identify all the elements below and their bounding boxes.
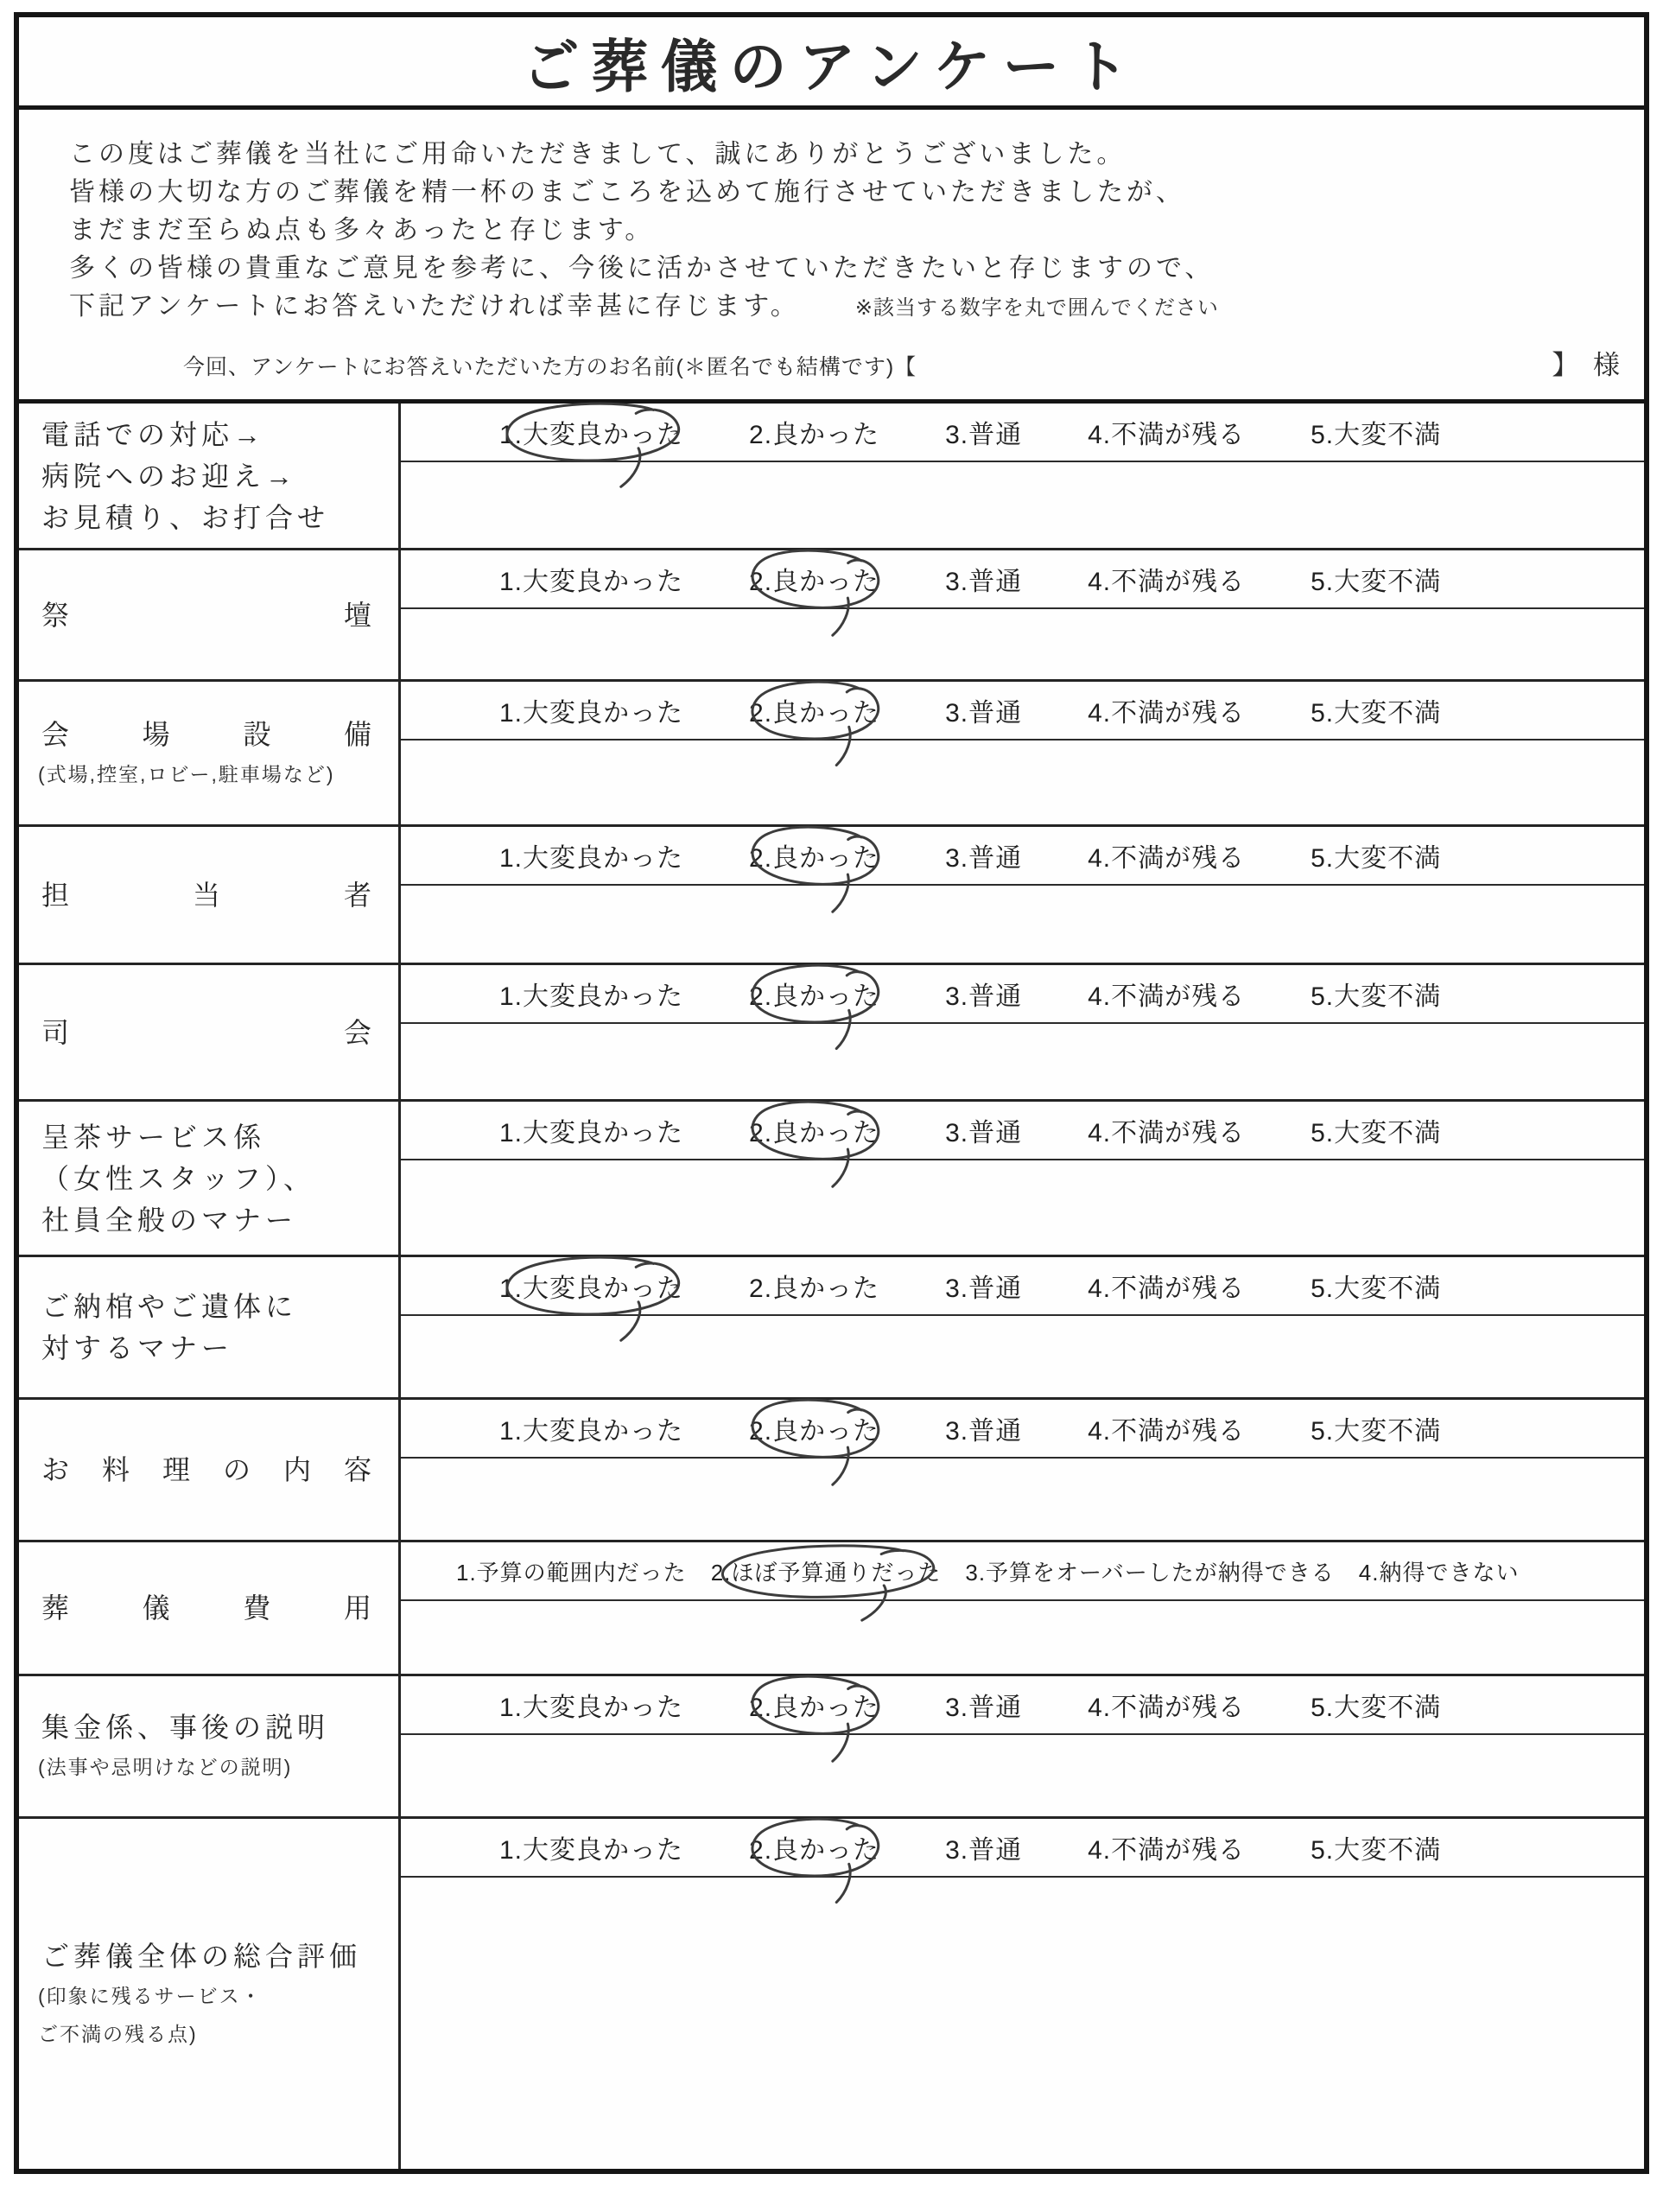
option[interactable] (456, 1555, 687, 1587)
options-row (401, 1819, 1644, 1878)
row-label: （女性スタッフ）、 (41, 1162, 316, 1194)
option-label: 4.不満が残る (1088, 699, 1246, 728)
option[interactable] (945, 1267, 1022, 1305)
option-label: 2.良かった (749, 844, 880, 873)
intro-line: この度はご葬儀を当社にご用命いただきまして、誠にありがとうございました。 (69, 140, 1127, 168)
option-label: 1.大変良かった (499, 1417, 684, 1446)
option-label: 1.大変良かった (499, 421, 684, 449)
row-label-cell (19, 1676, 401, 1816)
option[interactable] (499, 1686, 683, 1724)
option[interactable] (1311, 1686, 1441, 1724)
row-label: 葬儀費用 (41, 1592, 376, 1624)
option-label: 1.予算の範囲内だった (456, 1559, 687, 1586)
row-label-cell (19, 1102, 401, 1255)
row-label: 司会 (41, 1016, 376, 1048)
option-label: 3.普通 (945, 568, 1023, 596)
intro-line: 多くの皆様の貴重なご意見を参考に、今後に活かさせていただきたいと存じますので、 (69, 254, 1215, 283)
option-label: 2.良かった (749, 568, 880, 596)
options-row (401, 404, 1644, 462)
option[interactable] (499, 413, 683, 451)
option[interactable] (1311, 836, 1441, 874)
row-label: 祭壇 (41, 599, 376, 631)
option-label: 4.不満が残る (1088, 844, 1246, 873)
row-answer-cell (401, 1676, 1644, 1816)
option[interactable] (1311, 1267, 1441, 1305)
row-label: ご葬儀全体の総合評価 (41, 1940, 362, 1972)
option-label: 5.大変不満 (1311, 421, 1442, 449)
option[interactable] (749, 975, 879, 1013)
intro-line: 皆様の大切な方のご葬儀を精一杯のまごころを込めて施行させていただきましたが、 (69, 178, 1185, 207)
row-label: 電話での対応→ (41, 418, 266, 450)
option-label: 4.不満が残る (1088, 1274, 1246, 1303)
circle-instruction-note: ※該当する数字を丸で囲んでください (854, 296, 1219, 320)
option-label: 5.大変不満 (1311, 1417, 1442, 1446)
option-label: 4.不満が残る (1088, 982, 1246, 1011)
row-label-cell (19, 1819, 401, 2169)
option[interactable] (1311, 975, 1441, 1013)
options-row (401, 1676, 1644, 1735)
option-label: 2.良かった (749, 1274, 880, 1303)
row-label: 呈茶サービス係 (41, 1121, 266, 1153)
option-label: 3.普通 (945, 982, 1023, 1011)
option-label: 2.良かった (749, 982, 880, 1011)
table-row (19, 1819, 1644, 2169)
table-row (19, 682, 1644, 827)
option-label: 4.不満が残る (1088, 421, 1246, 449)
option-label: 2.ほぼ予算通りだった (710, 1559, 942, 1586)
row-label: 社員全般のマナー (41, 1204, 298, 1236)
option[interactable] (499, 560, 683, 598)
table-row (19, 965, 1644, 1102)
row-label: 集金係、事後の説明 (41, 1712, 330, 1743)
row-label: 会場設備 (41, 718, 376, 750)
option-label: 4.不満が残る (1088, 1417, 1246, 1446)
table-row (19, 1676, 1644, 1819)
respondent-name-row (19, 327, 1644, 399)
option[interactable] (1088, 1409, 1245, 1447)
row-answer-cell (401, 1542, 1644, 1674)
option-label: 5.大変不満 (1311, 1274, 1442, 1303)
row-answer-cell (401, 1102, 1644, 1255)
option[interactable] (499, 1828, 683, 1866)
row-label: ご納棺やご遺体に (41, 1291, 298, 1322)
row-sublabel: (法事や忌明けなどの説明) (38, 1756, 293, 1778)
row-label: お料理の内容 (41, 1454, 376, 1485)
option[interactable] (1088, 1111, 1245, 1149)
option-label: 3.普通 (945, 421, 1023, 449)
option[interactable] (499, 975, 683, 1013)
option-label: 5.大変不満 (1311, 699, 1442, 728)
row-answer-cell (401, 1400, 1644, 1540)
form-sheet (14, 12, 1649, 2174)
option-label: 4.納得できない (1358, 1559, 1520, 1586)
row-label-cell (19, 1400, 401, 1540)
row-label-cell (19, 965, 401, 1099)
row-label-cell (19, 404, 401, 548)
option[interactable] (1088, 413, 1245, 451)
comment-space (401, 1459, 1644, 1540)
row-label-cell (19, 1257, 401, 1397)
table-row (19, 1400, 1644, 1542)
option-label: 2.良かった (749, 1694, 880, 1722)
option[interactable] (1311, 1828, 1441, 1866)
row-label: 担当者 (41, 879, 376, 911)
table-row (19, 1257, 1644, 1400)
comment-space (401, 1601, 1644, 1674)
comment-space (401, 462, 1644, 548)
option[interactable] (945, 836, 1022, 874)
option[interactable] (749, 1828, 879, 1866)
option-label: 1.大変良かった (499, 1836, 684, 1865)
row-sublabel: (印象に残るサービス・ (38, 1984, 263, 2007)
options-row (401, 1102, 1644, 1160)
option[interactable] (499, 1267, 683, 1305)
option-label: 1.大変良かった (499, 1694, 684, 1722)
option[interactable] (945, 1111, 1022, 1149)
option-label: 5.大変不満 (1311, 1694, 1442, 1722)
row-label-cell (19, 550, 401, 679)
row-label-cell (19, 1542, 401, 1674)
option[interactable] (499, 1409, 683, 1447)
row-answer-cell (401, 1819, 1644, 2169)
row-answer-cell (401, 550, 1644, 679)
option-label: 2.良かった (749, 1836, 880, 1865)
table-row (19, 550, 1644, 682)
intro-last-line (69, 288, 1618, 327)
row-label: お見積り、お打合せ (41, 501, 330, 533)
options-row (401, 1542, 1644, 1601)
option[interactable] (1359, 1555, 1520, 1587)
option[interactable] (749, 1686, 879, 1724)
option-label: 4.不満が残る (1088, 1694, 1246, 1722)
intro-line: 下記アンケートにお答えいただければ幸甚に存じます。 (69, 292, 800, 321)
option[interactable] (1088, 560, 1245, 598)
option[interactable] (945, 413, 1022, 451)
page-title: ご葬儀のアンケート (522, 34, 1141, 99)
option-label: 4.不満が残る (1088, 1836, 1246, 1865)
intro-line: まだまだ至らぬ点も多々あったと存じます。 (69, 216, 655, 245)
option[interactable] (749, 691, 879, 729)
option-label: 3.普通 (945, 844, 1023, 873)
option-label: 1.大変良かった (499, 844, 684, 873)
option[interactable] (1088, 1828, 1245, 1866)
option-label: 3.普通 (945, 699, 1023, 728)
option[interactable] (499, 836, 683, 874)
option-label: 1.大変良かった (499, 699, 684, 728)
option-label: 2.良かった (749, 699, 880, 728)
option-label: 2.良かった (749, 1417, 880, 1446)
option-label: 2.良かった (749, 1119, 880, 1147)
option-label: 1.大変良かった (499, 1274, 684, 1303)
comment-space (401, 1735, 1644, 1816)
table-row (19, 1102, 1644, 1257)
option[interactable] (1088, 1686, 1245, 1724)
row-label-cell (19, 827, 401, 963)
option-label: 1.大変良かった (499, 568, 684, 596)
row-label: 対するマナー (41, 1332, 234, 1363)
option[interactable] (749, 1409, 879, 1447)
option-label: 3.普通 (945, 1694, 1023, 1722)
option[interactable] (1088, 1267, 1245, 1305)
option[interactable] (1088, 691, 1245, 729)
name-label: 今回、アンケートにお答えいただいた方のお名前(＊匿名でも結構です)【 (183, 355, 917, 379)
comment-space (401, 1024, 1644, 1099)
option-label: 4.不満が残る (1088, 568, 1246, 596)
intro-text (19, 110, 1644, 327)
options-row (401, 1257, 1644, 1316)
option[interactable] (945, 560, 1022, 598)
option[interactable] (945, 975, 1022, 1013)
option-label: 3.予算をオーバーしたが納得できる (965, 1559, 1335, 1586)
option[interactable] (1311, 1111, 1441, 1149)
option[interactable] (1311, 1409, 1441, 1447)
survey-table (19, 399, 1644, 2169)
comment-space (401, 609, 1644, 679)
row-label: 病院へのお迎え→ (41, 460, 298, 492)
option[interactable] (749, 413, 879, 451)
row-label-cell (19, 682, 401, 824)
row-answer-cell (401, 682, 1644, 824)
row-sublabel: ご不満の残る点) (38, 2022, 198, 2045)
option[interactable] (499, 1111, 683, 1149)
option-label: 3.普通 (945, 1417, 1023, 1446)
row-answer-cell (401, 1257, 1644, 1397)
option-label: 3.普通 (945, 1836, 1023, 1865)
option[interactable] (1088, 836, 1245, 874)
option-label: 1.大変良かった (499, 1119, 684, 1147)
option[interactable] (1311, 560, 1441, 598)
comment-space (401, 1878, 1644, 2169)
option[interactable] (945, 1409, 1022, 1447)
row-answer-cell (401, 404, 1644, 548)
option[interactable] (945, 691, 1022, 729)
options-row (401, 550, 1644, 609)
option[interactable] (945, 1828, 1022, 1866)
option-label: 5.大変不満 (1311, 982, 1442, 1011)
option-label: 5.大変不満 (1311, 1119, 1442, 1147)
option[interactable] (1311, 413, 1441, 451)
table-row (19, 1542, 1644, 1676)
comment-space (401, 1160, 1644, 1255)
option[interactable] (749, 1267, 879, 1305)
table-row (19, 827, 1644, 965)
option-label: 4.不満が残る (1088, 1119, 1246, 1147)
options-row (401, 1400, 1644, 1459)
row-answer-cell (401, 827, 1644, 963)
options-row (401, 965, 1644, 1024)
option[interactable] (749, 836, 879, 874)
name-field[interactable] (917, 345, 1552, 374)
comment-space (401, 1316, 1644, 1397)
options-row (401, 682, 1644, 741)
option-label: 3.普通 (945, 1119, 1023, 1147)
option[interactable] (711, 1555, 942, 1587)
option[interactable] (749, 1111, 879, 1149)
comment-space (401, 741, 1644, 824)
option-label: 1.大変良かった (499, 982, 684, 1011)
comment-space (401, 886, 1644, 963)
row-sublabel: (式場,控室,ロビー,駐車場など) (38, 762, 335, 785)
option-label: 5.大変不満 (1311, 1836, 1442, 1865)
table-row (19, 404, 1644, 550)
option[interactable] (1311, 691, 1441, 729)
option[interactable] (749, 560, 879, 598)
row-answer-cell (401, 965, 1644, 1099)
name-suffix: 】 様 (1552, 350, 1623, 380)
option-label: 5.大変不満 (1311, 844, 1442, 873)
option[interactable] (965, 1555, 1334, 1587)
option[interactable] (1088, 975, 1245, 1013)
options-row (401, 827, 1644, 886)
title-box (19, 17, 1644, 110)
option-label: 5.大変不満 (1311, 568, 1442, 596)
option[interactable] (499, 691, 683, 729)
option[interactable] (945, 1686, 1022, 1724)
option-label: 3.普通 (945, 1274, 1023, 1303)
option-label: 2.良かった (749, 421, 880, 449)
